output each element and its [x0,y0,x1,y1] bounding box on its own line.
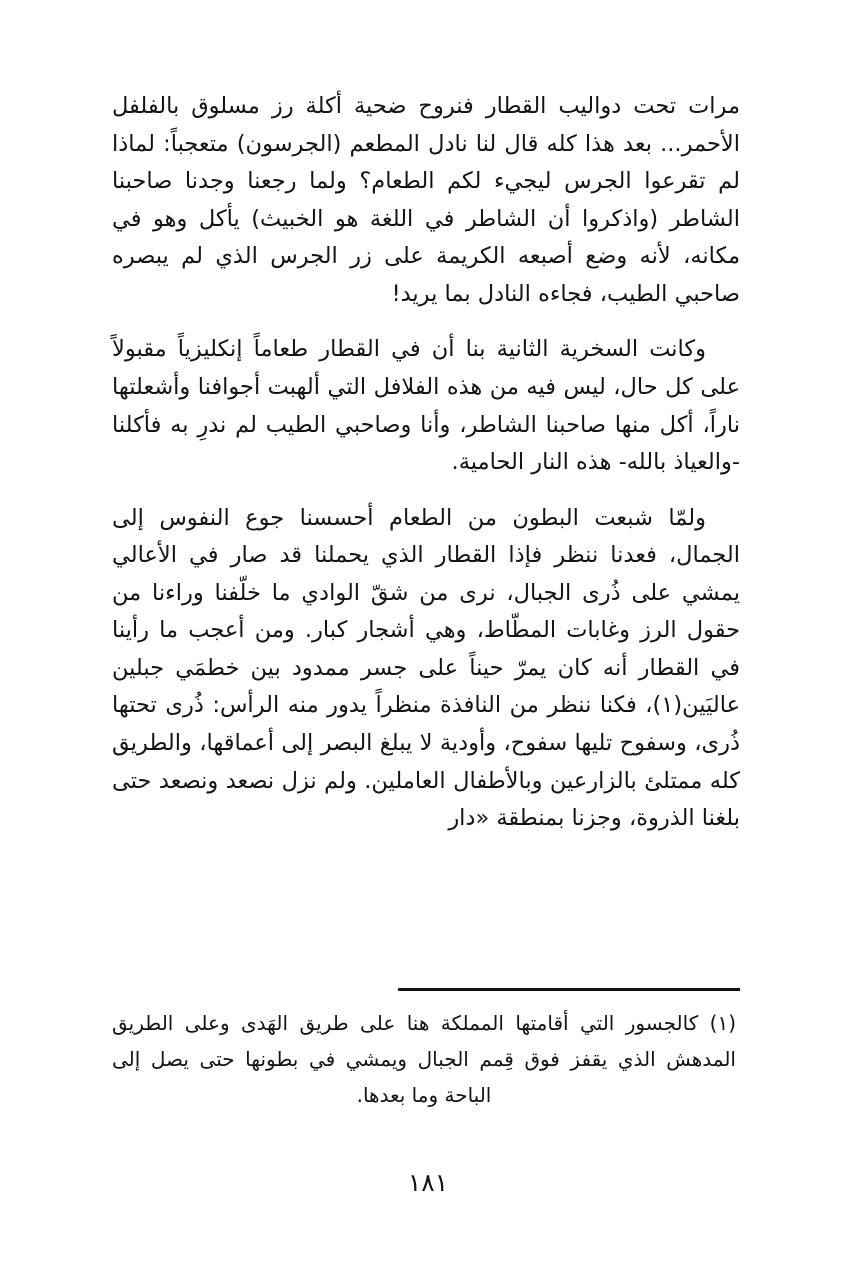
paragraph-3: ولمّا شبعت البطون من الطعام أحسسنا جوع النفوس إلى الجمال، فعدنا ننظر فإذا القطار الذي يحملنا قد صار في الأعالي يمشي على ذُرى الجبال، نرى من شقّ الوادي ما خلّفنا وراءنا من حقول الرز وغابات المطّاط، وهي أشجار كبار. ومن أعجب ما رأينا في القطار أنه كان يمرّ حيناً على جسر ممدود بين خطمَي جبلين عاليَين(١)، فكنا ننظر من النافذة منظراً يدور منه الرأس: ذُرى تحتها ذُرى، وسفوح تليها سفوح، وأودية لا يبلغ البصر إلى أعماقها، والطريق كله ممتلئ بالزارعين وبالأطفال العاملين. ولم نزل نصعد ونصعد حتى بلغنا الذروة، وجزنا بمنطقة «دار [112,504,740,832]
footnote-divider [398,988,740,991]
footnote-text: (١) كالجسور التي أقامتها المملكة هنا على طريق الهَدى وعلى الطريق المدهش الذي يقفز فوق قِمم الجبال ويمشي في بطونها حتى يصل إلى الباحة وما بعدها. [112,1011,736,1107]
footnote-area [112,988,740,1113]
page-number: ١٨١ [407,1168,449,1197]
page-body [112,88,740,856]
paragraph-1: مرات تحت دواليب القطار فنروح ضحية أكلة رز مسلوق بالفلفل الأحمر... بعد هذا كله قال لنا نادل المطعم (الجرسون) متعجباً: لماذا لم تقرعوا الجرس ليجيء لكم الطعام؟ ولما رجعنا وجدنا صاحبنا الشاطر (واذكروا أن الشاطر في اللغة هو الخبيث) يأكل وهو في مكانه، لأنه وضع أصبعه الكريمة على زر الجرس الذي لم يبصره صاحبي الطيب، فجاءه النادل بما يريد! [112,93,740,307]
paragraph-2: وكانت السخرية الثانية بنا أن في القطار طعاماً إنكليزياً مقبولاً على كل حال، ليس فيه من هذه الفلافل التي ألهبت أجوافنا وأشعلتها ناراً، أكل منها صاحبنا الشاطر، وأنا وصاحبي الطيب لم ندرِ به فأكلنا -والعياذ بالله- هذه النار الحامية. [112,336,740,476]
